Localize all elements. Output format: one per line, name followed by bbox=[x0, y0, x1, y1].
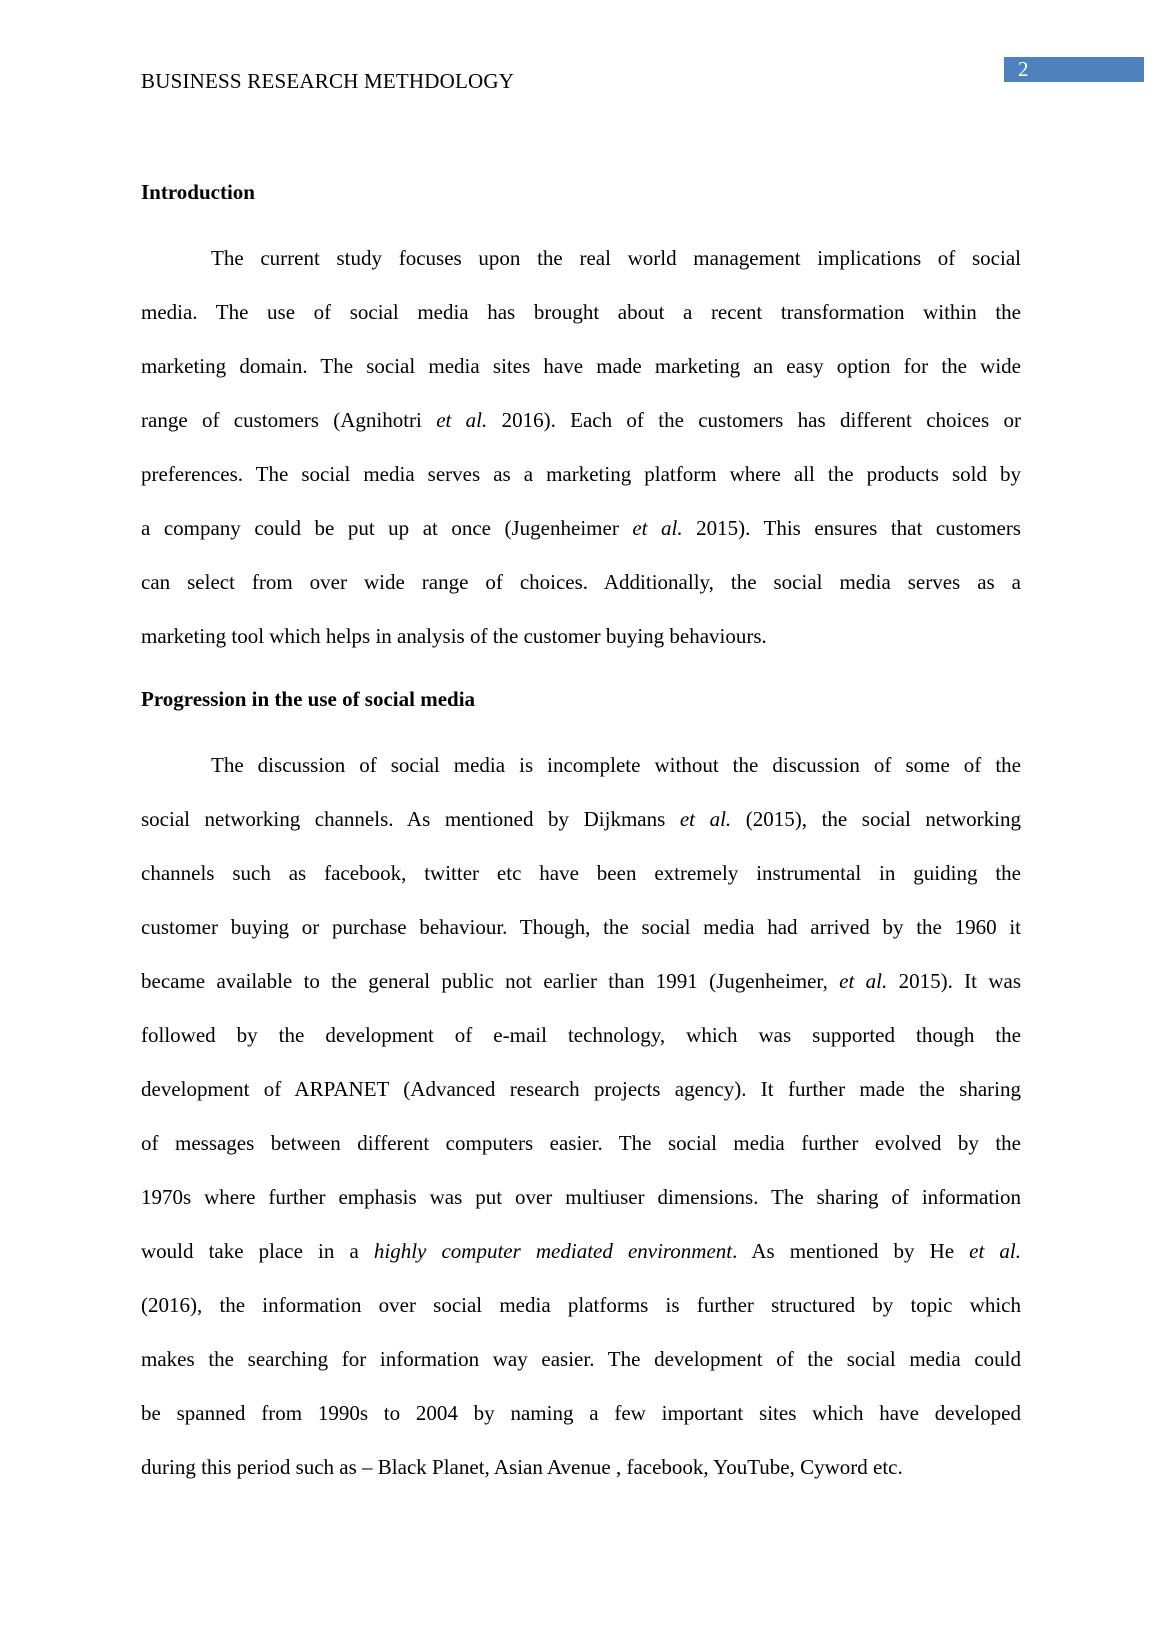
italic-text: et al. bbox=[839, 969, 888, 993]
text-run: The current study focuses upon the real world management implications of social bbox=[211, 246, 1021, 270]
text-run: The discussion of social media is incomplete without the discussion of some of the bbox=[211, 753, 1021, 777]
section-heading: Introduction bbox=[141, 180, 255, 204]
text-run: media. The use of social media has brought about a recent transformation within the bbox=[141, 300, 1021, 324]
text-line bbox=[141, 1116, 1021, 1170]
section-progression bbox=[141, 687, 1021, 1494]
text-line bbox=[141, 1332, 1021, 1386]
text-line bbox=[141, 1062, 1021, 1116]
text-line bbox=[141, 393, 1021, 447]
text-run: customer buying or purchase behaviour. Though, the social media had arrived by the 1960 it bbox=[141, 915, 1021, 939]
text-line bbox=[141, 900, 1021, 954]
text-run: of messages between different computers easier. The social media further evolved by the bbox=[141, 1131, 1021, 1155]
text-run: be spanned from 1990s to 2004 by naming a few important sites which have developed bbox=[141, 1401, 1021, 1425]
text-line bbox=[141, 1224, 1021, 1278]
text-line bbox=[141, 1278, 1021, 1332]
text-line bbox=[141, 738, 1021, 792]
text-run: social networking channels. As mentioned by Dijkmans bbox=[141, 807, 680, 831]
text-run: . As mentioned by He bbox=[732, 1239, 970, 1263]
text-run: became available to the general public not earlier than 1991 (Jugenheimer, bbox=[141, 969, 840, 993]
text-line bbox=[141, 501, 1021, 555]
text-run: 2015). This ensures that customers bbox=[682, 516, 1021, 540]
text-run: (2015), the social networking bbox=[731, 807, 1022, 831]
italic-text: et al. bbox=[632, 516, 683, 540]
section-heading: Progression in the use of social media bbox=[141, 687, 476, 711]
text-line bbox=[141, 609, 1021, 663]
text-run: during this period such as – Black Planet, Asian Avenue , facebook, YouTube, Cyword etc. bbox=[141, 1455, 903, 1479]
text-line bbox=[141, 447, 1021, 501]
page-number-badge bbox=[1004, 57, 1144, 82]
text-run: development of ARPANET (Advanced research projects agency). It further made the sharing bbox=[141, 1077, 1021, 1101]
italic-text: et al. bbox=[969, 1239, 1021, 1263]
italic-text: et al. bbox=[679, 807, 732, 831]
section-introduction bbox=[141, 180, 1021, 663]
text-run: can select from over wide range of choices. Additionally, the social media serves as a bbox=[141, 570, 1021, 594]
text-line bbox=[141, 1386, 1021, 1440]
text-run: a company could be put up at once (Jugenheimer bbox=[141, 516, 633, 540]
text-run: range of customers (Agnihotri bbox=[141, 408, 437, 432]
text-run: makes the searching for information way easier. The development of the social media could bbox=[141, 1347, 1021, 1371]
text-run: marketing tool which helps in analysis of the customer buying behaviours. bbox=[141, 624, 767, 648]
text-run: 1970s where further emphasis was put over multiuser dimensions. The sharing of information bbox=[141, 1185, 1021, 1209]
text-line bbox=[141, 1440, 1021, 1494]
text-run: 2015). It was bbox=[887, 969, 1021, 993]
page-number: 2 bbox=[1018, 57, 1029, 81]
italic-text: et al. bbox=[436, 408, 488, 432]
text-run: preferences. The social media serves as a marketing platform where all the products sold by bbox=[141, 462, 1021, 486]
section-paragraph bbox=[141, 231, 1021, 663]
section-paragraph bbox=[141, 738, 1021, 1494]
text-line bbox=[141, 954, 1021, 1008]
text-line bbox=[141, 231, 1021, 285]
text-run: channels such as facebook, twitter etc have been extremely instrumental in guiding the bbox=[141, 861, 1021, 885]
text-run: would take place in a bbox=[141, 1239, 374, 1263]
text-run: 2016). Each of the customers has different choices or bbox=[487, 408, 1021, 432]
text-run: (2016), the information over social media platforms is further structured by topic which bbox=[141, 1293, 1021, 1317]
italic-text: highly computer mediated environment bbox=[373, 1239, 733, 1263]
text-line bbox=[141, 1170, 1021, 1224]
text-line bbox=[141, 846, 1021, 900]
text-line bbox=[141, 792, 1021, 846]
text-run: followed by the development of e-mail technology, which was supported though the bbox=[141, 1023, 1021, 1047]
text-line bbox=[141, 1008, 1021, 1062]
text-line bbox=[141, 555, 1021, 609]
text-line bbox=[141, 285, 1021, 339]
text-line bbox=[141, 339, 1021, 393]
text-run: marketing domain. The social media sites have made marketing an easy option for the wide bbox=[141, 354, 1021, 378]
running-head: BUSINESS RESEARCH METHDOLOGY bbox=[141, 69, 515, 93]
